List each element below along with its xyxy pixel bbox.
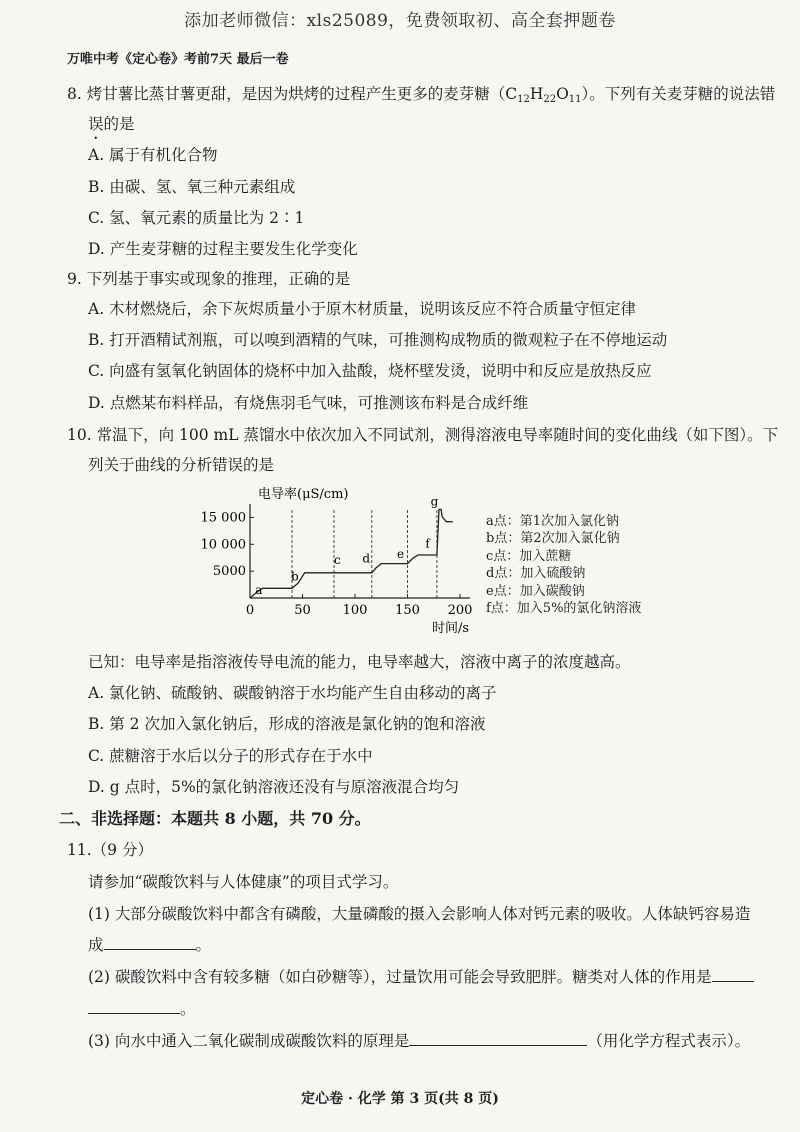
y-tick-label: 10 000 <box>200 537 246 553</box>
conductivity-chart <box>200 486 490 636</box>
x-tick-label: 200 <box>447 603 473 618</box>
q11-part2 <box>88 965 754 987</box>
point-label-g: g <box>430 494 439 509</box>
point-label-a: a <box>255 583 263 597</box>
q9-option-c: C. 向盛有氢氧化钠固体的烧杯中加入盐酸，烧杯壁发烫，说明中和反应是放热反应 <box>88 362 652 380</box>
q11-number: 11.（9 分） <box>67 841 153 859</box>
q9-option-d: D. 点燃某布料样品，有烧焦羽毛气味，可推测该布料是合成纤维 <box>88 394 529 412</box>
chart-ylabel: 电导率(μS/cm) <box>258 487 349 502</box>
q11-part3-text: (3) 向水中通入二氧化碳制成碳酸饮料的原理是 <box>88 1032 410 1050</box>
y-tick-label: 15 000 <box>200 510 246 526</box>
q8-subscript: 12 <box>517 94 530 105</box>
q8-emphasis: 误 <box>88 115 104 133</box>
q8-option-a: A. 属于有机化合物 <box>88 146 218 164</box>
q11-part2-text: (2) 碳酸饮料中含有较多糖（如白砂糖等），过量饮用可能会导致肥胖。糖类对人体的作用是 <box>88 968 712 986</box>
q8-option-c: C. 氢、氧元素的质量比为 2∶1 <box>88 209 305 227</box>
legend-item-c: c点：加入蔗糖 <box>486 549 572 564</box>
point-label-b: b <box>290 569 299 584</box>
watermark-text: 添加老师微信：xls25089，免费领取初、高全套押题卷 <box>184 11 616 31</box>
q10-option-b: B. 第 2 次加入氯化钠后，形成的溶液是氯化钠的饱和溶液 <box>88 715 486 733</box>
legend-item-d: d点：加入硫酸钠 <box>486 566 586 581</box>
y-tick-label: 5000 <box>212 564 246 580</box>
q8-formula-part: H <box>529 85 544 103</box>
q10-known: 已知：电导率是指溶液传导电流的能力，电导率越大，溶液中离子的浓度越高。 <box>88 653 631 671</box>
q10-option-a: A. 氯化钠、硫酸钠、碳酸钠溶于水均能产生自由移动的离子 <box>88 684 497 702</box>
q11-part1-end: 。 <box>195 936 212 954</box>
chart-xlabel: 时间/s <box>432 621 470 636</box>
answer-blank-3[interactable] <box>409 1031 587 1046</box>
q11-part2-end: 。 <box>180 1000 196 1018</box>
x-tick-label: 50 <box>294 603 311 618</box>
point-label-f: f <box>425 536 430 551</box>
x-tick-label: 0 <box>245 603 255 618</box>
q8-subscript: 11 <box>568 94 582 105</box>
legend-item-b: b点：第2次加入氯化钠 <box>486 531 620 546</box>
y-ticks <box>201 510 255 579</box>
legend-item-a: a点：第1次加入氯化钠 <box>486 514 620 529</box>
answer-blank-2b[interactable] <box>88 999 180 1014</box>
x-tick-label: 100 <box>342 603 368 618</box>
point-label-e: e <box>397 547 405 562</box>
section-title: 二、非选择题：本题共 8 小题，共 70 分。 <box>59 809 371 828</box>
q10-option-d: D. g 点时，5%的氯化钠溶液还没有与原溶液混合均匀 <box>88 778 460 796</box>
q9-option-a: A. 木材燃烧后，余下灰烬质量小于原木材质量，说明该反应不符合质量守恒定律 <box>88 300 637 318</box>
q8-formula-part: O <box>556 85 569 103</box>
q8-stem-cont <box>88 112 135 134</box>
page-footer: 定心卷 · 化学 第 3 页(共 8 页) <box>301 1091 499 1107</box>
q9-stem: 9. 下列基于事实或现象的推理，正确的是 <box>67 270 351 288</box>
legend-item-e: e点：加入碳酸钠 <box>486 584 585 599</box>
point-label-c: c <box>334 552 341 567</box>
q11-part2-cont <box>88 997 196 1019</box>
q8-stem <box>67 82 775 105</box>
legend-item-f: f点：加入5%的氯化钠溶液 <box>486 601 642 616</box>
point-labels <box>255 494 438 597</box>
page-header: 万唯中考《定心卷》考前7天 最后一卷 <box>67 52 289 67</box>
q8-stem-part: ）。下列有关麦芽糖的说法错 <box>581 85 776 103</box>
answer-blank-2[interactable] <box>712 967 754 982</box>
q11-part1: (1) 大部分碳酸饮料中都含有磷酸，大量磷酸的摄入会影响人体对钙元素的吸收。人体缺钙容易造 <box>88 905 751 923</box>
q8-option-b: B. 由碳、氢、氧三种元素组成 <box>88 178 296 196</box>
point-label-d: d <box>362 551 371 566</box>
q11-intro: 请参加“碳酸饮料与人体健康”的项目式学习。 <box>88 873 399 891</box>
q8-stem-part: 8. 烤甘薯比蒸甘薯更甜，是因为烘烤的过程产生更多的麦芽糖（C <box>67 85 518 103</box>
q8-option-d: D. 产生麦芽糖的过程主要发生化学变化 <box>88 240 358 258</box>
q11-part1-text: 成 <box>88 936 104 954</box>
q8-subscript: 22 <box>543 94 557 105</box>
q9-option-b: B. 打开酒精试剂瓶，可以嗅到酒精的气味，可推测构成物质的微观粒子在不停地运动 <box>88 331 668 349</box>
x-tick-label: 150 <box>395 603 420 618</box>
q8-stem-part: 的是 <box>103 115 135 133</box>
q10-option-c: C. 蔗糖溶于水后以分子的形式存在于水中 <box>88 747 373 765</box>
q11-part1-cont <box>88 933 211 955</box>
answer-blank-1[interactable] <box>104 935 196 950</box>
q11-part3 <box>88 1029 750 1051</box>
q11-part3-end: （用化学方程式表示）。 <box>587 1032 751 1050</box>
q10-stem-cont: 列关于曲线的分析错误的是 <box>88 456 275 474</box>
q10-stem: 10. 常温下，向 100 mL 蒸馏水中依次加入不同试剂，测得溶液电导率随时间的变化曲线（如下图）。下 <box>67 426 779 444</box>
conductivity-curve <box>250 509 453 598</box>
